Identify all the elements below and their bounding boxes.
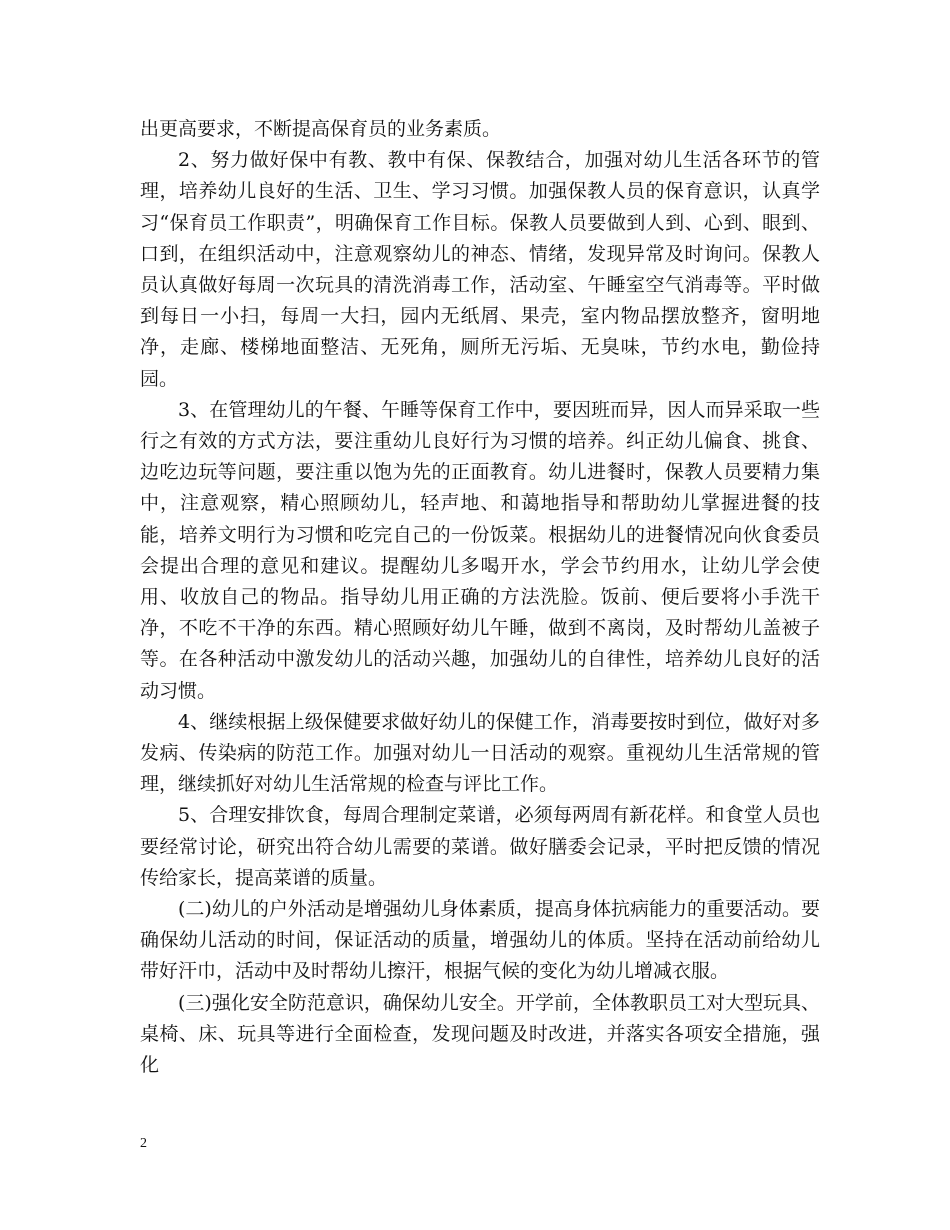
paragraph-item-4: 4、继续根据上级保健要求做好幼儿的保健工作，消毒要按时到位，做好对多发病、传染病的防范工作。加强对幼儿一日活动的观察。重视幼儿生活常规的管理，继续抓好对幼儿生活常规的检查与评比工作。 — [140, 710, 820, 796]
paragraph-item-5: 5、合理安排饮食，每周合理制定菜谱，必须每两周有新花样。和食堂人员也要经常讨论，研究出符合幼儿需要的菜谱。做好膳委会记录，平时把反馈的情况传给家长，提高菜谱的质量。 — [140, 804, 820, 889]
paragraph-item-3: 3、在管理幼儿的午餐、午睡等保育工作中，要因班而异，因人而异采取一些行之有效的方式方法，要注重幼儿良好行为习惯的培养。纠正幼儿偏食、挑食、边吃边玩等问题，要注重以饱为先的正面教育。幼儿进餐时，保教人员要精力集中，注意观察，精心照顾幼儿，轻声地、和蔼地指导和帮助幼儿掌握进餐的技能，培养文明行为习惯和吃完自己的一份饭菜。根据幼儿的进餐情况向伙食委员会提出合理的意见和建议。提醒幼儿多喝开水，学会节约用水，让幼儿学会使用、收放自己的物品。指导幼儿用正确的方法洗脸。饭前、便后要将小手洗干净，不吃不干净的东西。精心照顾好幼儿午睡，做到不离岗，及时帮幼儿盖被子等。在各种活动中激发幼儿的活动兴趣，加强幼儿的自律性，培养幼儿良好的活动习惯。 — [140, 398, 820, 702]
paragraph-item-2: 2、努力做好保中有教、教中有保、保教结合，加强对幼儿生活各环节的管理，培养幼儿良好的生活、卫生、学习习惯。加强保教人员的保育意识，认真学习“保育员工作职责”，明确保育工作目标。保教人员要做到人到、心到、眼到、口到，在组织活动中，注意观察幼儿的神态、情绪，发现异常及时询问。保教人员认真做好每周一次玩具的清洗消毒工作，活动室、午睡室空气消毒等。平时做到每日一小扫，每周一大扫，园内无纸屑、果壳，室内物品摆放整齐，窗明地净，走廊、楼梯地面整洁、无死角，厕所无污垢、无臭味，节约水电，勤俭持园。 — [140, 149, 820, 390]
paragraph-continuation: 出更高要求，不断提高保育员的业务素质。 — [140, 118, 502, 140]
page-number: 2 — [140, 1136, 147, 1151]
body-text — [140, 114, 820, 1081]
paragraph-section-2: (二)幼儿的户外活动是增强幼儿身体素质，提高身体抗病能力的重要活动。要确保幼儿活动的时间，保证活动的质量，增强幼儿的体质。坚持在活动前给幼儿带好汗巾，活动中及时帮幼儿擦汗，根据气候的变化为幼儿增减衣服。 — [140, 898, 820, 983]
paragraph-section-3: (三)强化安全防范意识，确保幼儿安全。开学前，全体教职员工对大型玩具、桌椅、床、玩具等进行全面检查，发现问题及时改进，并落实各项安全措施，强化 — [140, 991, 820, 1077]
